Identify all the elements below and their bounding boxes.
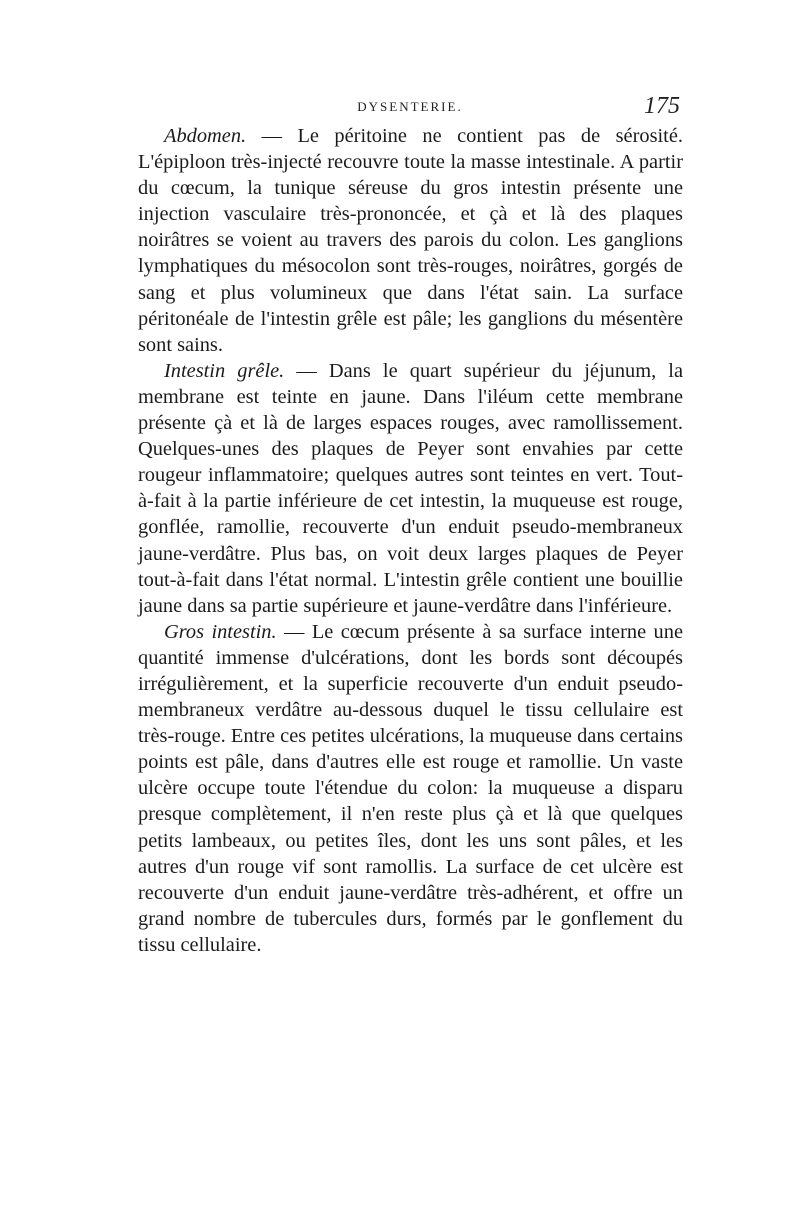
section-heading-intestin-grele: Intestin grêle. (164, 359, 285, 382)
paragraph-abdomen (138, 123, 683, 358)
paragraph-intestin-grele (138, 358, 683, 619)
section-heading-abdomen: Abdomen. (164, 125, 247, 147)
paragraph-text: — Le péritoine ne contient pas de sérosité. L'épiploon très-injecté recouvre toute la masse intestinale. A partir du cœcum, la tunique séreuse du gros intestin présente une injection vasculaire très-prononcée, et çà et là des plaques noirâtres se voient au travers des parois du colon. Les ganglions lymphatiques du mésocolon sont très-rouges, noirâtres, gorgés de sang et plus volumineux que dans l'état sain. La surface péritonéale de l'intestin grêle est pâle; les ganglions du mésentère sont sains. (138, 125, 683, 356)
paragraph-gros-intestin (138, 619, 683, 958)
paragraph-text: — Le cœcum présente à sa surface interne une quantité immense d'ulcérations, dont les bords sont découpés irrégulièrement, et la superficie recouverte d'un enduit pseudo-membraneux verdâtre au-dessous duquel le tissu cellulaire est très-rouge. Entre ces petites ulcérations, la muqueuse dans certains points est pâle, dans d'autres elle est rouge et ramollie. Un vaste ulcère occupe toute l'étendue du colon: la muqueuse a disparu presque complètement, il n'en reste plus çà et là que quelques petits lambeaux, ou petites îles, dont les uns sont pâles, et les autres d'un rouge vif sont ramollis. La surface de cet ulcère est recouverte d'un enduit jaune-verdâtre très-adhérent, et offre un grand nombre de tubercules durs, formés par le gonflement du tissu cellulaire. (138, 620, 683, 956)
page-number: 175 (644, 93, 680, 119)
running-title: DYSENTERIE. (357, 99, 463, 114)
paragraph-text: — Dans le quart supérieur du jéjunum, la membrane est teinte en jaune. Dans l'iléum cette membrane présente çà et là de larges espaces rouges, avec ramollissement. Quelques-unes des plaques de Peyer sont envahies par cette rougeur inflammatoire; quelques autres sont teintes en vert. Tout-à-fait à la partie inférieure de cet intestin, la muqueuse est rouge, gonflée, ramollie, recouverte d'un enduit pseudo-membraneux jaune-verdâtre. Plus bas, on voit deux larges plaques de Peyer tout-à-fait dans l'état normal. L'intestin grêle contient une bouillie jaune dans sa partie supérieure et jaune-verdâtre dans l'inférieure. (138, 359, 683, 617)
body-text (138, 123, 683, 958)
running-head (140, 95, 680, 125)
section-heading-gros-intestin: Gros intestin. (164, 620, 277, 643)
